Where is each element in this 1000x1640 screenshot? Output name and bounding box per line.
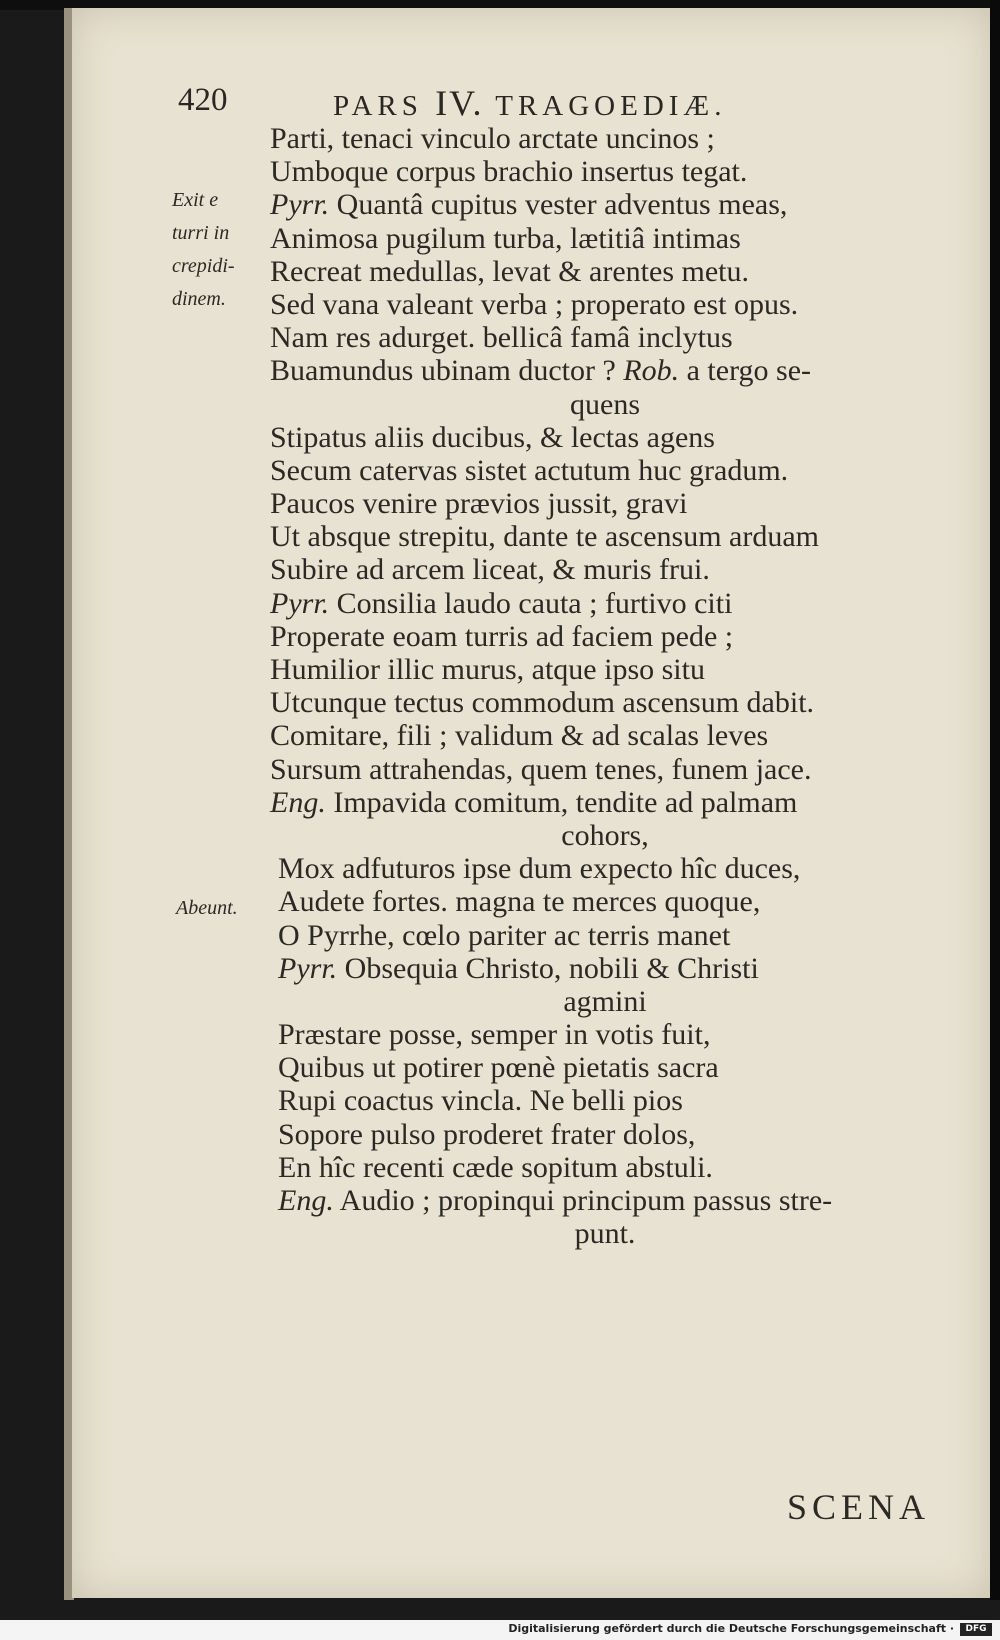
verse-text-span: Consilia laudo cauta ; furtivo citi bbox=[329, 586, 733, 620]
speaker-label: Pyrr. bbox=[278, 951, 338, 985]
verse-line-continuation: cohors, bbox=[561, 818, 649, 852]
running-head-title: TRAGOEDIÆ. bbox=[495, 90, 727, 122]
verse-line bbox=[270, 587, 940, 620]
verse-line: Rupi coactus vincla. Ne belli pios bbox=[278, 1084, 683, 1118]
verse-text-span: Quantâ cupitus vester adventus meas, bbox=[329, 188, 788, 222]
verse-line bbox=[270, 786, 940, 819]
running-head-part-number: IV. bbox=[435, 83, 484, 123]
margin-note-exit bbox=[172, 184, 235, 316]
verse-line bbox=[270, 354, 940, 387]
verse-line: O Pyrrhe, cœlo pariter ac terris manet bbox=[278, 918, 731, 952]
verse-text-span: a tergo se- bbox=[679, 354, 812, 388]
margin-note-line: turri in bbox=[172, 222, 230, 244]
dfg-logo: DFG bbox=[960, 1623, 992, 1636]
verse-line-continuation: agmini bbox=[563, 984, 647, 1018]
verse-line: Sed vana valeant verba ; properato est opus. bbox=[270, 287, 799, 321]
verse-line: Ut absque strepitu, dante te ascensum arduam bbox=[270, 520, 819, 554]
speaker-label: Rob. bbox=[623, 354, 680, 388]
margin-note-abeunt: Abeunt. bbox=[176, 897, 238, 919]
verse-text-span: Impavida comitum, tendite ad palmam bbox=[325, 785, 798, 819]
verse-line: Paucos venire prævios jussit, gravi bbox=[270, 487, 688, 521]
page-header bbox=[178, 82, 978, 122]
margin-note-line: dinem. bbox=[172, 288, 226, 310]
verse-line: Sursum attrahendas, quem tenes, funem jace. bbox=[270, 752, 812, 786]
verse-line: Præstare posse, semper in votis fuit, bbox=[278, 1018, 711, 1052]
verse-line: Stipatus aliis ducibus, & lectas agens bbox=[270, 420, 715, 454]
verse-line: Animosa pugilum turba, lætitiâ intimas bbox=[270, 221, 741, 255]
verse-line-continuation: quens bbox=[570, 387, 640, 421]
speaker-label: Pyrr. bbox=[270, 586, 330, 620]
verse-line: Humilior illic murus, atque ipso situ bbox=[270, 653, 705, 686]
verse-line: Quibus ut potirer pœnè pietatis sacra bbox=[278, 1051, 719, 1085]
speaker-label: Pyrr. bbox=[270, 188, 330, 222]
verse-line bbox=[270, 1184, 940, 1217]
running-head-part: PARS bbox=[333, 90, 423, 122]
verse-line bbox=[270, 952, 940, 985]
verse-line: Recreat medullas, levat & arentes metu. bbox=[270, 254, 749, 288]
page-number: 420 bbox=[178, 82, 228, 118]
verse-line: Sopore pulso proderet frater dolos, bbox=[278, 1117, 696, 1151]
verse-line: Subire ad arcem liceat, & muris frui. bbox=[270, 553, 710, 587]
verse-line bbox=[270, 188, 940, 221]
margin-note-line: Exit e bbox=[172, 189, 219, 211]
verse-line: Parti, tenaci vinculo arctate uncinos ; bbox=[270, 122, 715, 155]
verse-line: Umboque corpus brachio insertus tegat. bbox=[270, 155, 748, 189]
verse-text-span: Audio ; propinqui principum passus stre- bbox=[333, 1184, 833, 1217]
verse-line-continuation: punt. bbox=[574, 1217, 636, 1251]
speaker-label: Eng. bbox=[278, 1184, 334, 1217]
verse-line: Utcunque tectus commodum ascensum dabit. bbox=[270, 686, 815, 720]
catchword: SCENA bbox=[787, 1487, 931, 1527]
scan-right-edge bbox=[990, 0, 1000, 1600]
verse-line: Properate eoam turris ad faciem pede ; bbox=[270, 619, 734, 653]
verse-line: Audete fortes. magna te merces quoque, bbox=[278, 885, 761, 919]
digitization-credit: Digitalisierung gefördert durch die Deutsche Forschungsgemeinschaft · bbox=[508, 1622, 954, 1635]
speaker-label: Eng. bbox=[270, 785, 326, 819]
margin-note-line: crepidi- bbox=[172, 255, 235, 277]
verse-text-span: Buamundus ubinam ductor ? bbox=[270, 354, 624, 388]
verse-text-span: Obsequia Christo, nobili & Christi bbox=[337, 951, 759, 985]
verse-line: Secum catervas sistet actutum huc gradum. bbox=[270, 453, 789, 487]
verse-line: Mox adfuturos ipse dum expecto hîc duces, bbox=[278, 852, 801, 886]
verse-line: En hîc recenti cæde sopitum abstuli. bbox=[278, 1150, 713, 1184]
verse-line: Comitare, fili ; validum & ad scalas leves bbox=[270, 719, 769, 753]
running-head bbox=[333, 82, 726, 124]
verse-text bbox=[270, 122, 940, 1250]
verse-line: Nam res adurget. bellicâ famâ inclytus bbox=[270, 321, 733, 355]
